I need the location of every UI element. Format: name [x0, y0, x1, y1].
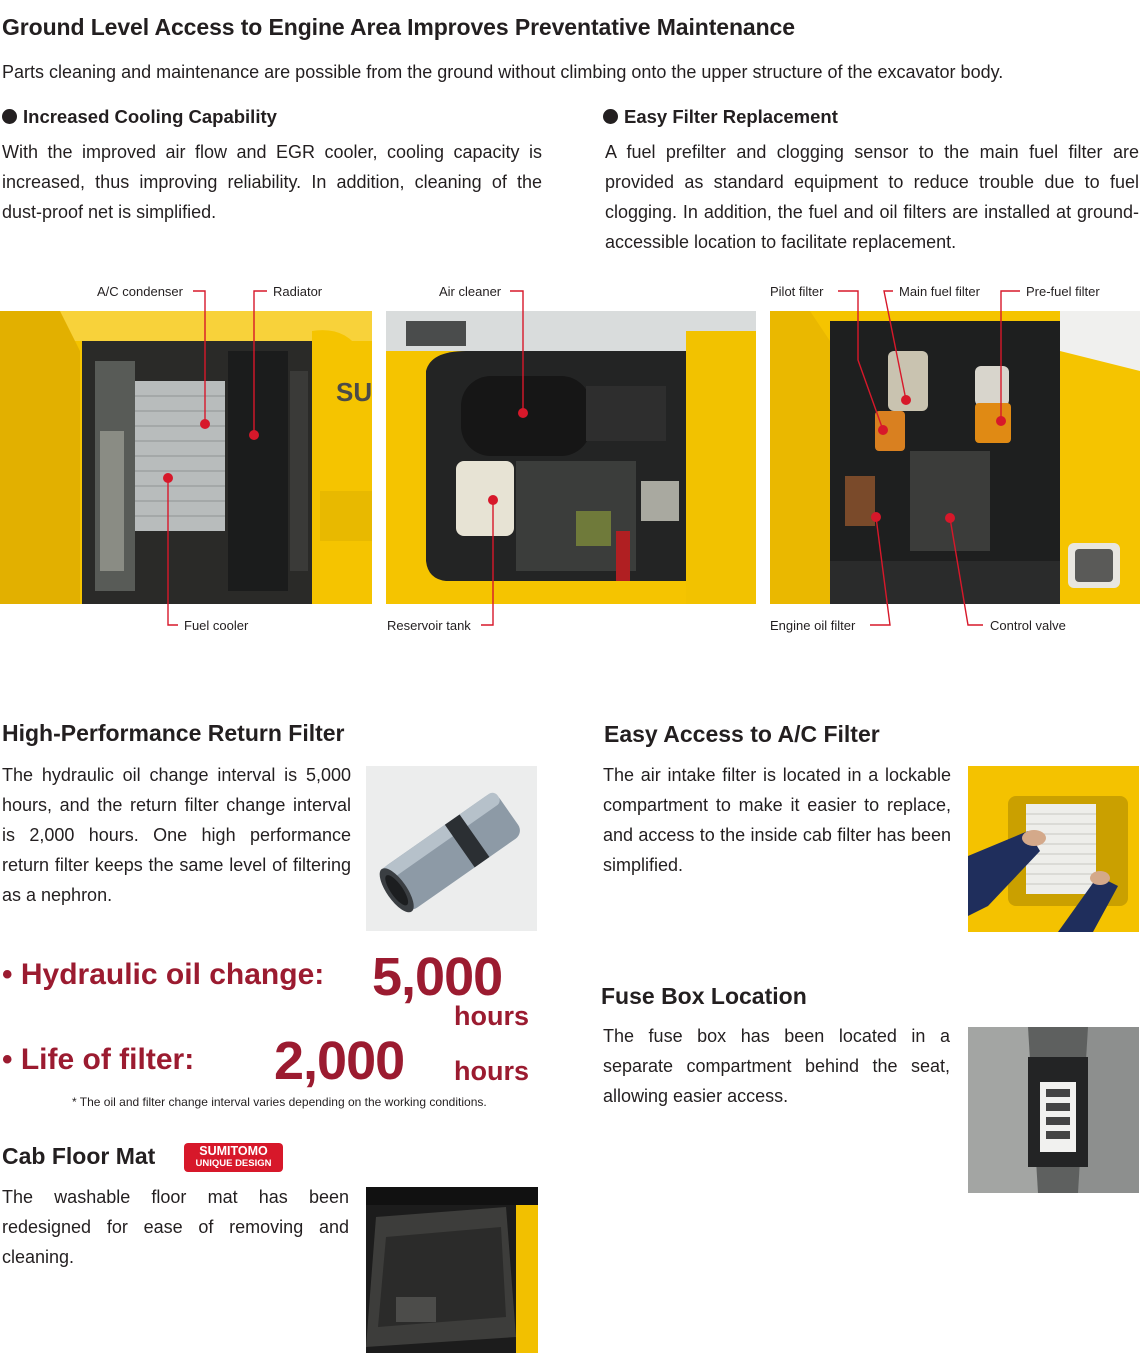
stat-hydraulic-oil-value: 5,000 [372, 947, 503, 1007]
label-pre-fuel-filter: Pre-fuel filter [1026, 284, 1100, 299]
label-control-valve: Control valve [990, 618, 1066, 633]
return-filter-photo [366, 766, 537, 931]
interval-footnote: * The oil and filter change interval varies depending on the working conditions. [72, 1095, 487, 1109]
bullet-icon: • [2, 958, 13, 991]
label-engine-oil-filter: Engine oil filter [770, 618, 856, 633]
cab-mat-heading: Cab Floor Mat [2, 1143, 156, 1169]
bullet-icon [2, 109, 17, 124]
stat-filter-life-value: 2,000 [274, 1031, 405, 1091]
filter-replacement-body: A fuel prefilter and clogging sensor to the main fuel filter are provided as standard equipment to reduce trouble due to fuel clogging. In addition, the fuel and oil filters are installed at ground-accessible location to facilitate replacement. [605, 142, 1139, 252]
stat-filter-life-unit: hours [454, 1056, 530, 1086]
label-pilot-filter: Pilot filter [770, 284, 824, 299]
return-filter-body: The hydraulic oil change interval is 5,000 hours, and the return filter change interval is 2,000 hours. One high performance return filter keeps the same level of filtering as a nephron. [2, 765, 351, 905]
label-radiator: Radiator [273, 284, 323, 299]
label-fuel-cooler: Fuel cooler [184, 618, 249, 633]
bullet-icon: • [2, 1043, 13, 1076]
ac-filter-heading: Easy Access to A/C Filter [604, 721, 880, 747]
lead-paragraph: Parts cleaning and maintenance are possible from the ground without climbing onto the upper structure of the excavator body. [2, 62, 1004, 82]
filter-replacement-heading: Easy Filter Replacement [603, 106, 838, 128]
ac-filter-body: The air intake filter is located in a lockable compartment to make it easier to replace, and access to the inside cab filter has been simplified. [603, 765, 951, 875]
page-title: Ground Level Access to Engine Area Improves Preventative Maintenance [2, 14, 795, 40]
label-ac-condenser: A/C condenser [97, 284, 183, 299]
cab-mat-body: The washable floor mat has been redesigned for ease of removing and cleaning. [2, 1187, 349, 1267]
label-air-cleaner: Air cleaner [439, 284, 502, 299]
fuse-box-body: The fuse box has been located in a separate compartment behind the seat, allowing easier access. [603, 1026, 950, 1106]
stat-hydraulic-oil-unit: hours [454, 1001, 530, 1031]
sumitomo-unique-design-badge: SUMITOMO UNIQUE DESIGN [184, 1143, 283, 1172]
fuse-box-heading: Fuse Box Location [601, 983, 807, 1009]
ac-filter-photo [968, 766, 1139, 932]
label-reservoir-tank: Reservoir tank [387, 618, 471, 633]
stat-hydraulic-oil: • Hydraulic oil change: [2, 958, 325, 991]
label-main-fuel-filter: Main fuel filter [899, 284, 980, 299]
bullet-icon [603, 109, 618, 124]
stat-filter-life: • Life of filter: [2, 1043, 195, 1076]
brand-lettering: SU [336, 377, 372, 407]
cooling-heading: Increased Cooling Capability [2, 106, 277, 128]
return-filter-heading: High-Performance Return Filter [2, 720, 345, 746]
cab-floor-mat-photo [366, 1187, 538, 1353]
cooling-body: With the improved air flow and EGR cooler, cooling capacity is increased, thus improving reliability. In addition, cleaning of the dust-proof net is simplified. [2, 142, 542, 222]
fuse-box-photo [968, 1027, 1139, 1193]
callout-overlay [0, 280, 1140, 640]
